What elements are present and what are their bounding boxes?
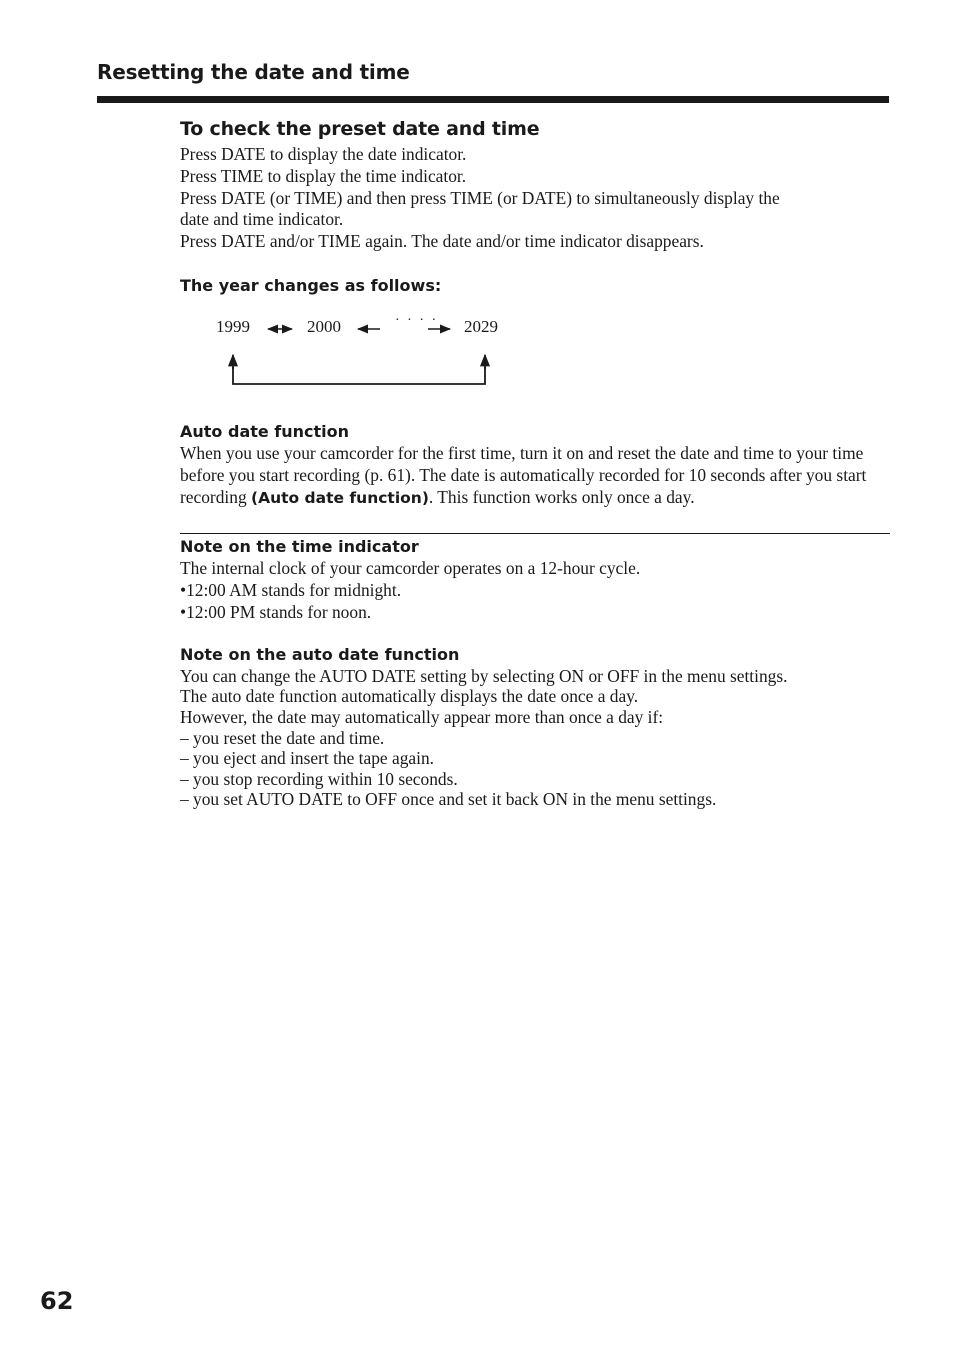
page-content [180,116,890,810]
note-auto-section [180,644,890,810]
year-section [180,275,890,397]
year-2029: 2029 [464,316,498,336]
note-time-section [180,536,890,623]
auto-date-emphasis: (Auto date function) [250,488,429,507]
note-time-heading: Note on the time indicator [180,537,419,557]
section-title: Resetting the date and time [97,60,410,84]
note-auto-line-2: The auto date function automatically displays the date once a day. [180,686,639,707]
note-auto-line-5: – you eject and insert the tape again. [180,748,434,769]
section-divider [180,533,890,534]
check-line-2: Press TIME to display the time indicator. [180,165,467,186]
check-line-1: Press DATE to display the date indicator. [180,144,467,164]
note-auto-line-7: – you set AUTO DATE to OFF once and set it back ON in the menu settings. [180,789,717,810]
ellipsis-dots: · · · · [395,312,439,328]
note-time-bullet-2: •12:00 PM stands for noon. [180,601,372,622]
year-diagram [180,311,890,397]
loop-arrow-icon [233,355,485,384]
year-heading: The year changes as follows: [180,275,442,295]
year-1999: 1999 [216,316,250,336]
page-number: 62 [40,1287,74,1315]
note-auto-line-4: – you reset the date and time. [180,727,385,748]
year-arrows-graphic [180,311,520,397]
auto-date-section [180,421,890,509]
check-line-4: date and time indicator. [180,209,344,230]
auto-date-paragraph [180,443,890,509]
check-line-5: Press DATE and/or TIME again. The date and/or time indicator disappears. [180,231,704,252]
year-2000: 2000 [307,316,341,336]
note-auto-line-1: You can change the AUTO DATE setting by selecting ON or OFF in the menu settings. [180,665,788,686]
note-auto-line-3: However, the date may automatically appear more than once a day if: [180,706,664,727]
note-auto-heading: Note on the auto date function [180,644,460,664]
auto-date-heading: Auto date function [180,421,350,441]
title-rule [97,96,889,103]
note-time-bullet-1: •12:00 AM stands for midnight. [180,580,402,601]
auto-date-text-2: . This function works only once a day. [428,486,695,507]
check-date-section [180,116,890,253]
note-auto-line-6: – you stop recording within 10 seconds. [180,768,458,789]
auto-date-text-1: When you use your camcorder for the first time, turn it on and reset the date and time to your time before you start recording (p. 61). The date is automatically recorded for 10 seconds after you start recording [180,442,867,507]
check-line-3: Press DATE (or TIME) and then press TIME (or DATE) to simultaneously display the [180,187,780,208]
check-date-heading: To check the preset date and time [180,118,540,140]
note-time-intro: The internal clock of your camcorder operates on a 12-hour cycle. [180,558,641,579]
